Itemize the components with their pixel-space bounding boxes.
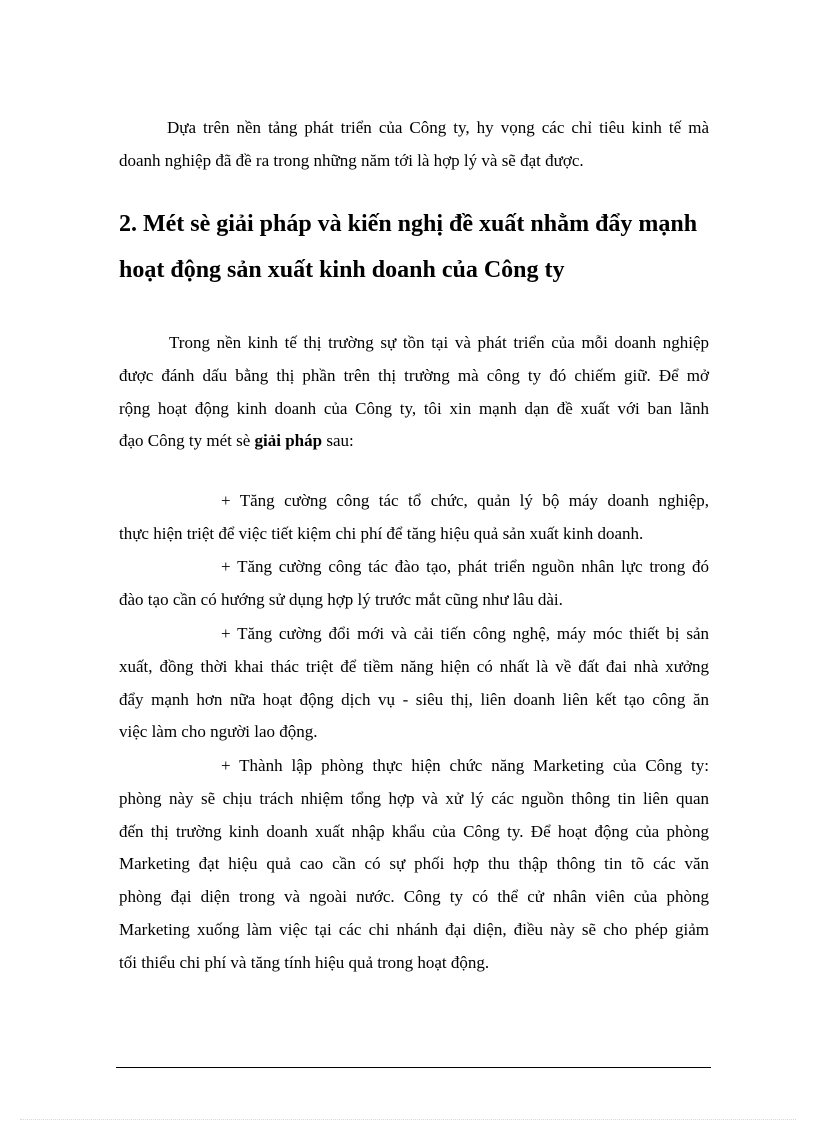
text-line: + Tăng cường công tác đào tạo, phát triển nguồn nhân lực trong đó	[221, 557, 709, 576]
text-line: phòng này sẽ chịu trách nhiệm tổng hợp và xử lý các nguồn thông tin liên quan	[119, 788, 709, 808]
heading-line: hoạt động sản xuất kinh doanh của Công ty	[119, 257, 565, 283]
text-line: thực hiện triệt để việc tiết kiệm chi phí để tăng hiệu quả sản xuất kinh doanh.	[119, 523, 644, 543]
text-line: Marketing đạt hiệu quả cao cần có sự phối hợp thu thập thông tin tõ các văn	[119, 854, 709, 874]
text-fragment: đạo Công ty mét sè	[119, 431, 255, 451]
text-line: đến thị trường kinh doanh xuất nhập khẩu của Công ty. Để hoạt động của phòng	[119, 821, 709, 841]
text-line: được đánh dấu bằng thị phần trên thị trường mà công ty đó chiếm giữ. Để mở	[119, 365, 709, 385]
text-line: Trong nền kinh tế thị trường sự tồn tại và phát triển của mỗi doanh nghiệp	[169, 333, 709, 352]
intro-paragraph	[119, 112, 709, 178]
text-line: đào tạo cần có hướng sử dụng hợp lý trước mắt cũng như lâu dài.	[119, 589, 563, 609]
text-line: tối thiểu chi phí và tăng tính hiệu quả trong hoạt động.	[119, 952, 490, 972]
text-line: rộng hoạt động kinh doanh của Công ty, tôi xin mạnh dạn đề xuất với ban lãnh	[119, 398, 709, 418]
text-line: Dựa trên nền tảng phát triển của Công ty, hy vọng các chỉ tiêu kinh tế mà	[167, 118, 709, 137]
text-line: + Tăng cường đổi mới và cải tiến công nghệ, máy móc thiết bị sản	[221, 624, 709, 643]
solution-item-2	[119, 551, 709, 617]
footer-divider	[116, 1067, 711, 1068]
text-line: doanh nghiệp đã đề ra trong những năm tới là hợp lý và sẽ đạt được.	[119, 150, 584, 170]
solution-item-4	[119, 750, 709, 980]
section-heading	[119, 204, 719, 290]
text-line: việc làm cho người lao động.	[119, 722, 318, 742]
solution-item-1	[119, 485, 709, 551]
bold-term: giải pháp	[254, 431, 323, 451]
text-fragment: sau:	[322, 431, 354, 451]
solution-item-3	[119, 618, 709, 749]
page-edge-divider	[20, 1119, 796, 1120]
text-line: + Thành lập phòng thực hiện chức năng Marketing của Công ty:	[221, 756, 709, 775]
body-paragraph	[119, 327, 709, 458]
text-line: phòng đại diện trong và ngoài nước. Công ty có thể cử nhân viên của phòng	[119, 887, 709, 907]
text-line: + Tăng cường công tác tổ chức, quản lý bộ máy doanh nghiệp,	[221, 491, 709, 510]
text-line	[119, 425, 709, 458]
text-line: Marketing xuống làm việc tại các chi nhánh đại diện, điều này sẽ cho phép giảm	[119, 919, 709, 939]
text-line: xuất, đồng thời khai thác triệt để tiềm năng hiện có nhất là về đất đai nhà xưởng	[119, 656, 709, 676]
heading-line: 2. Mét sè giải pháp và kiến nghị đề xuất nhằm đẩy mạnh	[119, 211, 698, 237]
text-line: đẩy mạnh hơn nữa hoạt động dịch vụ - siêu thị, liên doanh liên kết tạo công ăn	[119, 689, 709, 709]
